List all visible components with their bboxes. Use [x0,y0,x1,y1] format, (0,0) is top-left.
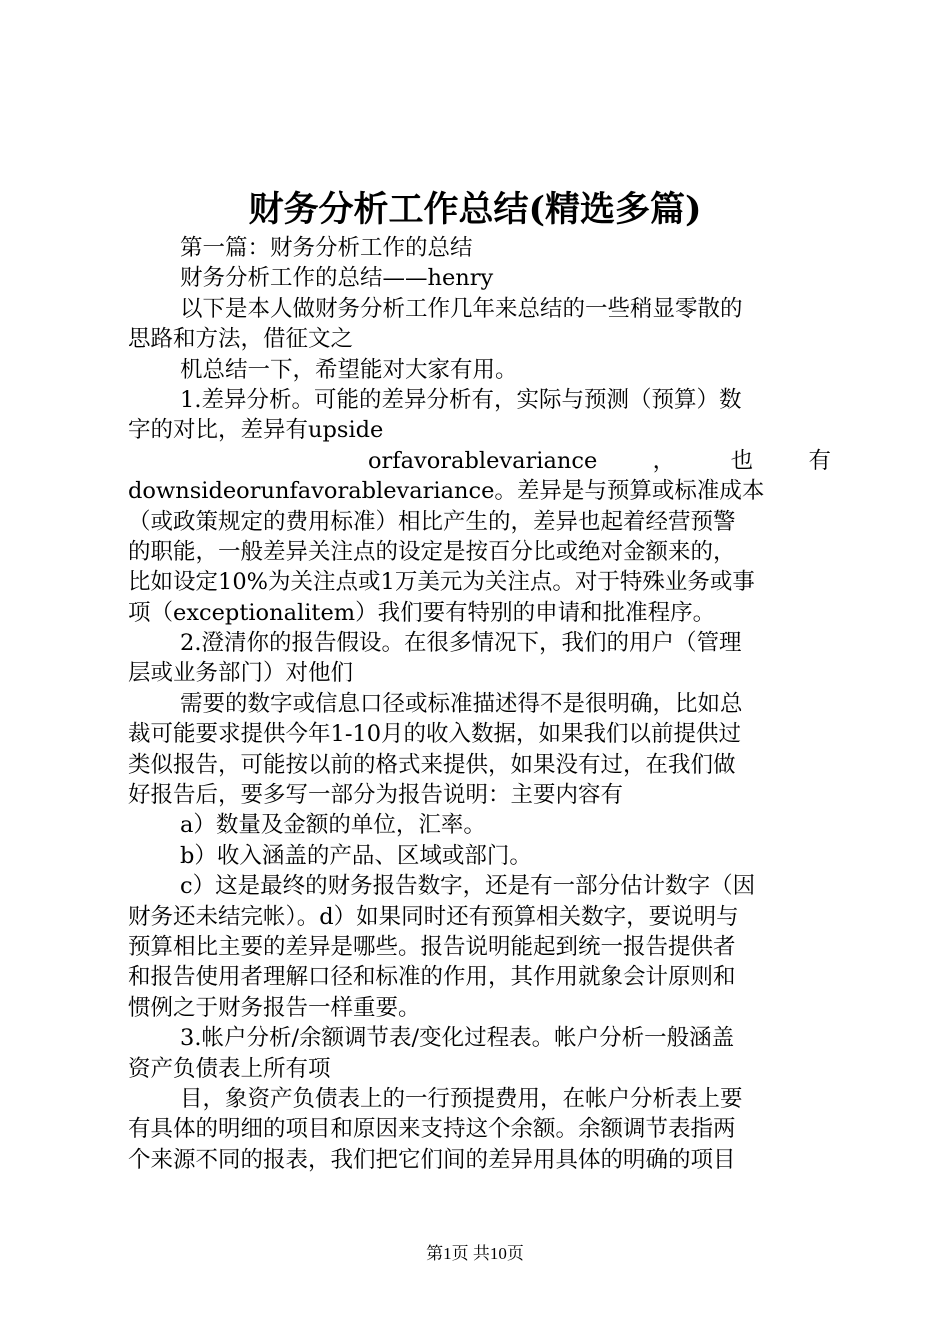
list-item: a）数量及金额的单位，汇率。 [180,812,486,839]
section-heading: 第一篇：财务分析工作的总结 [180,235,473,261]
paragraph-line: 以下是本人做财务分析工作几年来总结的一些稍显零散的 [180,295,743,322]
paragraph-line: 项（exceptionalitem）我们要有特别的申请和批准程序。 [128,599,716,626]
paragraph-line: 财务还未结完帐）。d）如果同时还有预算相关数字，要说明与 [128,903,739,930]
paragraph-line: 的职能，一般差异关注点的设定是按百分比或绝对金额来的， [128,538,736,565]
line-word: orfavorablevariance [368,447,598,474]
page-number: 第1页 共10页 [426,1244,524,1263]
list-item: b）收入涵盖的产品、区域或部门。 [180,842,532,869]
page-title: 财务分析工作总结(精选多篇) [248,189,702,230]
paragraph-line: （或政策规定的费用标准）相比产生的，差异也起着经营预警 [128,508,736,535]
paragraph-line: 资产负债表上所有项 [128,1055,331,1082]
paragraph-line: 需要的数字或信息口径或标准描述得不是很明确，比如总 [180,690,743,717]
paragraph-line: 惯例之于财务报告一样重要。 [128,994,421,1021]
paragraph-line: 裁可能要求提供今年1-10月的收入数据，如果我们以前提供过 [128,721,742,748]
paragraph-line: 比如设定10%为关注点或1万美元为关注点。对于特殊业务或事 [128,569,755,596]
paragraph-line: 和报告使用者理解口径和标准的作用，其作用就象会计原则和 [128,964,736,991]
paragraph-line: 个来源不同的报表，我们把它们间的差异用具体的明确的项目 [128,1146,736,1173]
document-body [128,233,831,1175]
paragraph-line: 字的对比，差异有upside [128,417,384,444]
paragraph-line: 类似报告，可能按以前的格式来提供，如果没有过，在我们做 [128,751,736,778]
paragraph-line: 3.帐户分析/余额调节表/变化过程表。帐户分析一般涵盖 [180,1025,735,1052]
paragraph-line: 目，象资产负债表上的一行预提费用，在帐户分析表上要 [180,1085,743,1112]
paragraph-line: 财务分析工作的总结——henry [180,265,494,292]
paragraph-line: 1.差异分析。可能的差异分析有，实际与预测（预算）数 [180,386,742,413]
paragraph-line: 层或业务部门）对他们 [128,660,354,687]
justified-line [128,446,831,476]
paragraph-line: 2.澄清你的报告假设。在很多情况下，我们的用户（管理 [180,630,742,657]
paragraph-line: 有具体的明细的项目和原因来支持这个余额。余额调节表指两 [128,1116,736,1143]
paragraph-line: 机总结一下，希望能对大家有用。 [180,356,518,383]
list-item: c）这是最终的财务报告数字，还是有一部分估计数字（因 [180,873,756,900]
line-word: ， [652,447,676,474]
paragraph-line: 思路和方法，借征文之 [128,326,354,353]
paragraph-line: 好报告后，要多写一部分为报告说明：主要内容有 [128,782,624,809]
line-word: 有 [808,447,831,474]
paragraph-line: 预算相比主要的差异是哪些。报告说明能起到统一报告提供者 [128,933,736,960]
line-word: 也 [730,447,754,474]
paragraph-line: downsideorunfavorablevariance。差异是与预算或标准成本 [128,478,765,505]
